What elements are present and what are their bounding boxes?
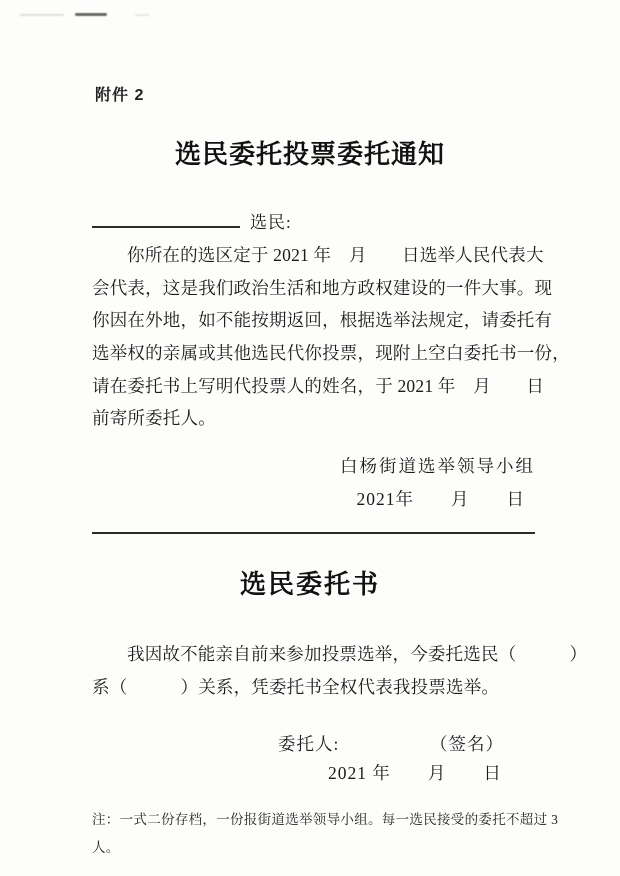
notice-signature-date: 2021年 月 日 [356, 489, 525, 509]
attachment-label: 附件 2 [95, 87, 145, 104]
signature-hint: （签名） [430, 734, 504, 754]
footnote-line: 注：一式二份存档，一份报街道选举领导小组。每一选民接受的委托不超过 3 [92, 812, 559, 827]
salutation-label: 选民: [250, 213, 292, 232]
notice-body-line: 请在委托书上写明代投票人的姓名，于 2021 年 月 日 [92, 375, 545, 396]
proxy-body [92, 638, 588, 704]
notice-signature: 白杨街道选举领导小组 [340, 456, 535, 476]
section-divider-line [92, 532, 535, 534]
proxy-body-line: 我因故不能亲自前来参加投票选举，今委托选民（ ） [127, 644, 588, 664]
scan-artifact-smudge-right [135, 14, 149, 16]
notice-body-line: 前寄所委托人。 [92, 408, 216, 429]
notice-body-line: 你因在外地，如不能按期返回，根据选举法规定，请委托有 [92, 310, 553, 331]
consignor-label: 委托人: [278, 734, 340, 754]
footnote-line: 人。 [92, 840, 120, 855]
proxy-title: 选民委托书 [239, 570, 380, 599]
scan-artifact-dash [75, 13, 107, 16]
scan-artifact-smudge-left [20, 14, 64, 16]
proxy-body-line: 系（ ）关系，凭委托书全权代表我投票选举。 [92, 677, 500, 697]
salutation-row [92, 208, 538, 233]
notice-body-line: 选举权的亲属或其他选民代你投票，现附上空白委托书一份， [92, 343, 570, 364]
salutation-blank-line [92, 209, 240, 228]
notice-body-line: 你所在的选区定于 2021 年 月 日选举人民代表大 [127, 245, 544, 265]
notice-title: 选民委托投票委托通知 [174, 140, 445, 169]
notice-body [92, 239, 570, 435]
notice-body-line: 会代表，这是我们政治生活和地方政权建设的一件大事。现 [92, 277, 553, 298]
footnote [92, 806, 559, 862]
proxy-date: 2021 年 月 日 [328, 763, 502, 783]
